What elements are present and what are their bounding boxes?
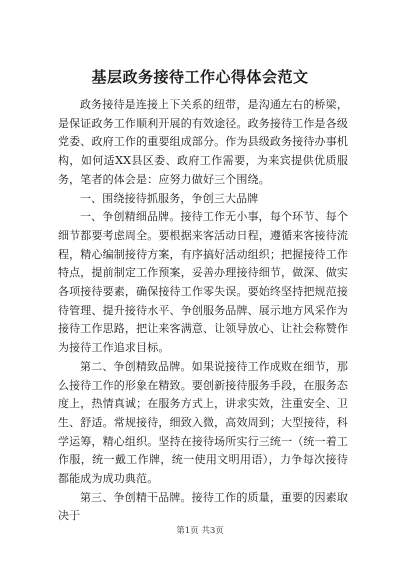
paragraph-intro: 政务接待是连接上下关系的纽带，是沟通左右的桥梁，是保证政务工作顺利开展的有效途径。政务接待工作是各级党委、政府工作的重要组成部分。作为县级政务接待办事机构，如何适XX县区委、政府工作需要，为来宾提供优质服务，笔者的体会是：应努力做好三个围绕。 xyxy=(58,98,348,186)
paragraph-item-1: 一、争创精细品牌。接待工作无小事，每个环节、每个细节都要考虑周全。要根据来客活动日程，遵循来客接待流程，精心编制接待方案，有序搞好活动组织；把握接待工作特点，提前制定工作预案，妥善办理接待细节，做深、做实各项接待要素，确保接待工作零失误。要始终坚持把规范接待管理、提升接待水平、争创服务品牌、展示地方风采作为接待工作思路，把让来客满意、让领导放心、让社会称赞作为接待工作追求目标。 xyxy=(58,210,348,355)
document-body xyxy=(58,96,348,526)
paragraph-item-2: 第二、争创精致品牌。如果说接待工作成败在细节，那么接待工作的形象在精致。要创新接待服务手段，在服务态度上，热情真诚；在服务方式上，讲求实效，注重安全、卫生、舒适。常规接待，细致入微，高效周到；大型接待，科学运筹，精心组织。坚持在接待场所实行三统一（统一着工作服，统一戴工作牌，统一使用文明用语），力争每次接待都能成为成功典范。 xyxy=(58,359,348,486)
document-title: 基层政务接待工作心得体会范文 xyxy=(91,68,309,86)
section-heading: 一、围绕接待抓服务，争创三大品牌 xyxy=(80,191,259,205)
page-number: 第1页 共3页 xyxy=(176,526,224,536)
paragraph-item-3: 第三、争创精干品牌。接待工作的质量，重要的因素取决于 xyxy=(58,490,348,523)
